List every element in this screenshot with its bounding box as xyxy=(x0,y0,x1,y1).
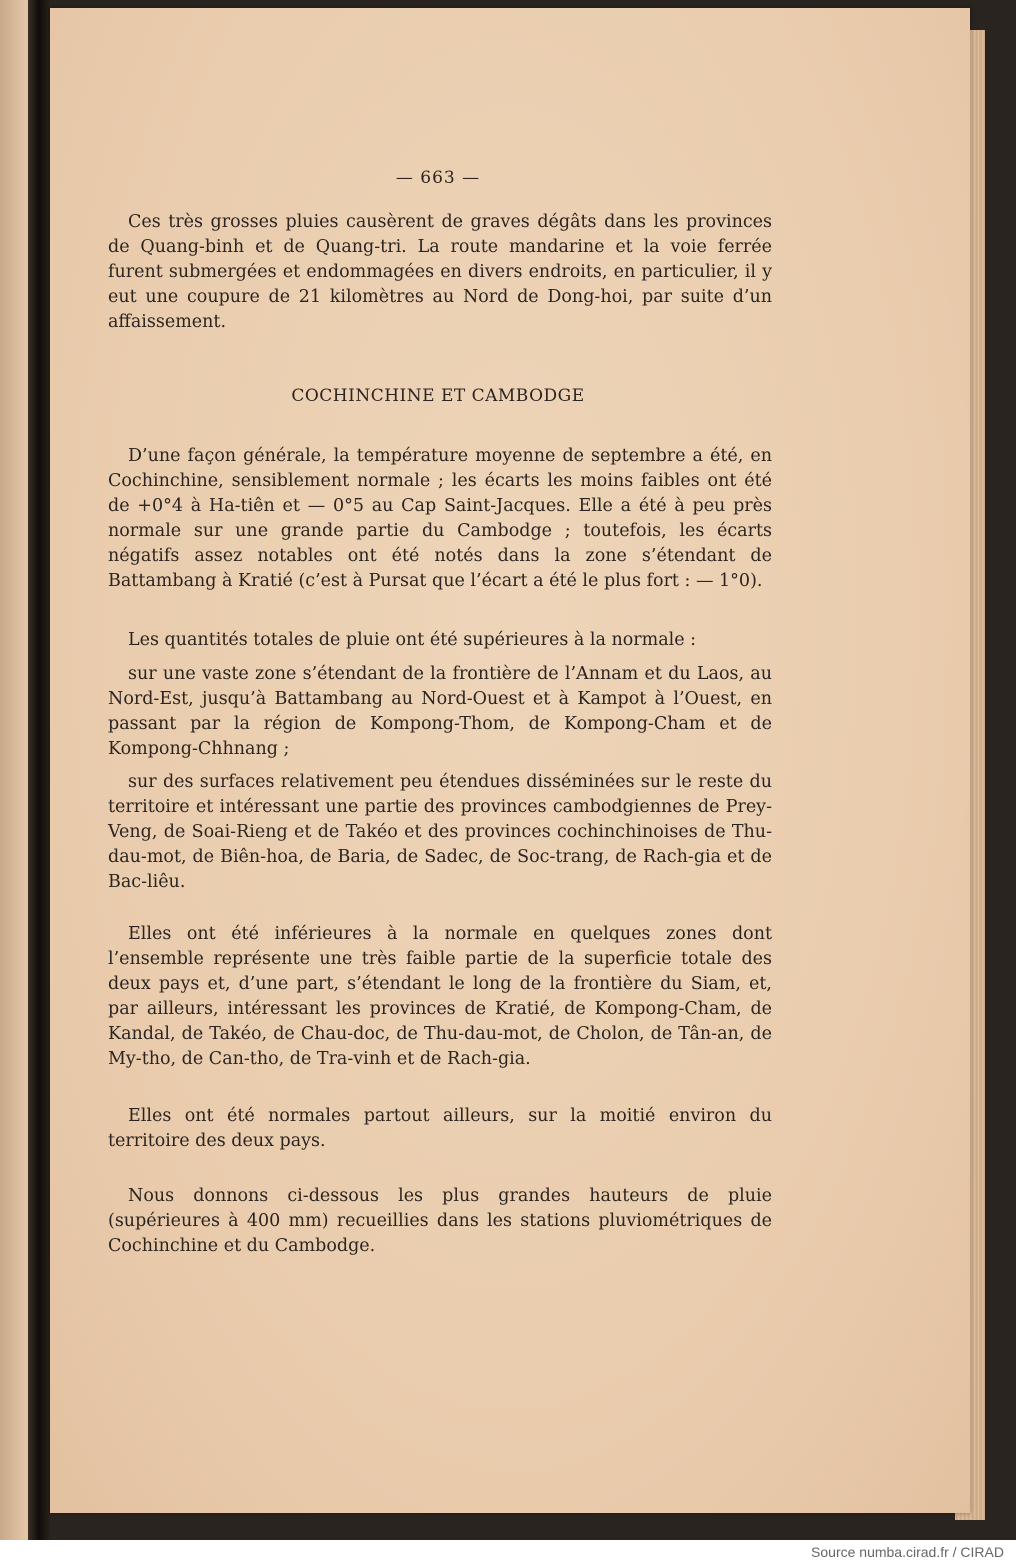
page-number: — 663 — xyxy=(395,168,481,188)
section-paragraph-3 xyxy=(108,662,772,762)
paragraph-temperature: D’une façon générale, la température moyenne de septembre a été, en Cochinchine, sensiblement normale ; les écarts les moins faibles ont été de +0°4 à Ha-tiên et — 0°5 au Cap Saint-Jacques. Elle a été à peu près normale sur une grande partie du Cambodge ; toutefois, les écarts négatifs assez notables ont été notés dans la zone s’étendant de Battambang à Kratié (c’est à Pursat que l’écart a été le plus fort : — 1°0). xyxy=(108,446,772,591)
book-binding xyxy=(28,0,50,1540)
intro-paragraph: Ces très grosses pluies causèrent de graves dégâts dans les provinces de Quang-binh et de Quang-tri. La route mandarine et la voie ferrée furent submergées et endommagées en divers endroits, en particulier, il y eut une coupure de 21 kilomètres au Nord de Dong-hoi, par suite d’un affaissement. xyxy=(108,212,772,332)
source-credit: Source numba.cirad.fr / CIRAD xyxy=(811,1544,1004,1560)
section-paragraph-7 xyxy=(108,1184,772,1259)
footer-bar xyxy=(0,1540,1016,1566)
intro-paragraph-block xyxy=(108,210,772,335)
paragraph-below-normal: Elles ont été inférieures à la normale en quelques zones dont l’ensemble représente une très faible partie de la superficie totale des deux pays et, d’une part, s’étendant le long de la frontière du Siam, et, par ailleurs, intéressant les provinces de Kratié, de Kompong-Cham, de Kandal, de Takéo, de Chau-doc, de Thu-dau-mot, de Cholon, de Tân-an, de My-tho, de Can-tho, de Tra-vinh et de Rach-gia. xyxy=(108,924,772,1069)
paragraph-rain-above: Les quantités totales de pluie ont été supérieures à la normale : xyxy=(128,630,697,650)
section-heading: COCHINCHINE ET CAMBODGE xyxy=(291,386,585,406)
section-paragraph-2 xyxy=(108,628,772,653)
paragraph-rain-heights: Nous donnons ci-dessous les plus grandes hauteurs de pluie (supérieures à 400 mm) recueillies dans les stations pluviométriques de Cochinchine et du Cambodge. xyxy=(108,1186,772,1256)
paragraph-normal-elsewhere: Elles ont été normales partout ailleurs, sur la moitié environ du territoire des deux pays. xyxy=(108,1106,772,1151)
section-paragraph-1 xyxy=(108,444,772,594)
paragraph-small-surfaces: sur des surfaces relativement peu étendues disséminées sur le reste du territoire et intéressant une partie des provinces cambodgiennes de Prey-Veng, de Soai-Rieng et de Takéo et des provinces cochinchinoises de Thu-dau-mot, de Biên-hoa, de Baria, de Sadec, de Soc-trang, de Rach-gia et de Bac-liêu. xyxy=(108,772,772,892)
paragraph-vast-zone: sur une vaste zone s’étendant de la frontière de l’Annam et du Laos, au Nord-Est, jusqu’à Battambang au Nord-Ouest et à Kampot à l’Ouest, en passant par la région de Kompong-Thom, de Kompong-Cham et de Kompong-Chhnang ; xyxy=(108,664,772,759)
section-paragraph-6 xyxy=(108,1104,772,1154)
section-paragraph-5 xyxy=(108,922,772,1072)
document-page xyxy=(50,8,970,1513)
section-paragraph-4 xyxy=(108,770,772,895)
